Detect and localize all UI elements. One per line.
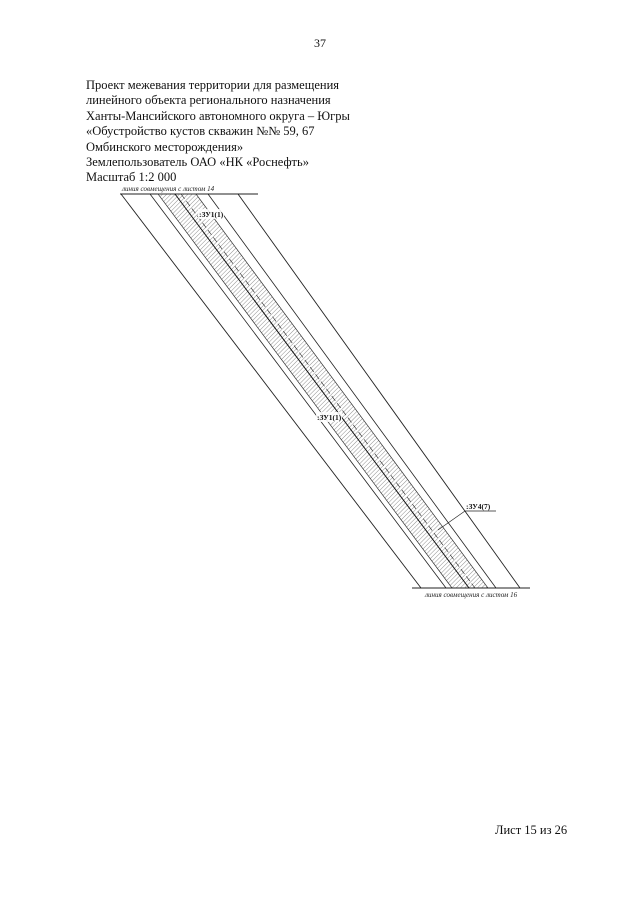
title-line: «Обустройство кустов скважин №№ 59, 67 — [86, 124, 315, 139]
title-line: Землепользователь ОАО «НК «Роснефть» — [86, 155, 309, 170]
hatched-parcel — [158, 194, 488, 588]
inner-boundary-left — [150, 194, 446, 588]
parcel-label: :ЗУ4(7) — [466, 502, 491, 511]
parcel-label: :ЗУ1(1) — [317, 413, 342, 422]
page-number: 37 — [314, 36, 326, 50]
top-match-label: линия совмещения с листом 14 — [122, 185, 215, 193]
outer-boundary-right — [238, 194, 520, 588]
title-line: Проект межевания территории для размещения — [86, 78, 340, 92]
title-line: Ханты-Мансийского автономного округа – Югры — [86, 108, 350, 123]
bottom-match-label: линия совмещения с листом 16 — [425, 591, 518, 599]
pipeline-centerline — [175, 194, 469, 588]
scale-line: Масштаб 1:2 000 — [86, 170, 177, 185]
parcel-label: :ЗУ1(1) — [199, 210, 224, 219]
title-line: линейного объекта регионального назначения — [86, 93, 331, 108]
pipeline-offset-line — [181, 194, 475, 588]
title-line: Омбинского месторождения» — [86, 139, 244, 154]
outer-boundary-left — [121, 194, 421, 588]
sheet-number: Лист 15 из 26 — [495, 823, 568, 837]
inner-boundary-right — [208, 194, 496, 588]
